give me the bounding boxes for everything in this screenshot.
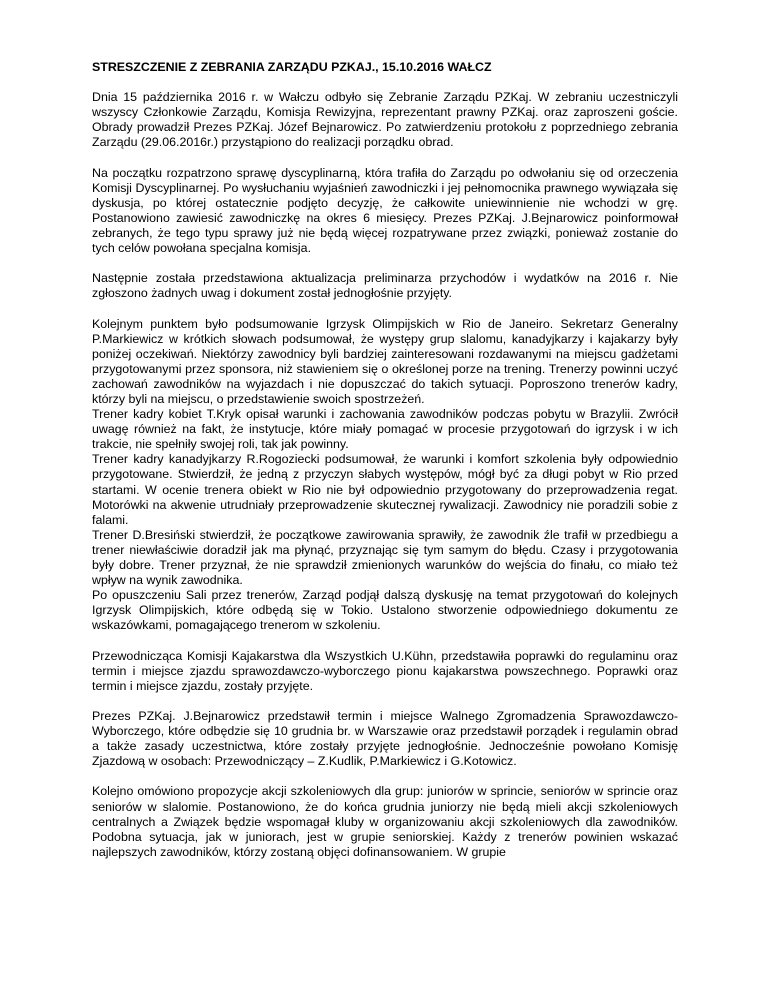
paragraph-kayaking-for-all: [92, 649, 678, 694]
paragraph-disciplinary-case: [92, 166, 678, 257]
paragraph-general-assembly: [92, 709, 678, 769]
paragraph-text: Na początku rozpatrzono sprawę dyscyplinarną, która trafiła do Zarządu po odwołaniu się od orzeczenia Komisji Dyscyplinarnej. Po wysłuchaniu wyjaśnień zawodniczki i jej pełnomocnika prawnego wywiązała się dyskusja, po której ostatecznie podjęto decyzję, że całkowite uniewinnienie nie wchodzi w grę. Postanowiono zawiesić zawodniczkę na okres 6 miesięcy. Prezes PZKaj. J.Bejnarowicz poinformował zebranych, że tego typu sprawy już nie będą więcej rozpatrywane przez związki, ponieważ zostanie do tych celów powołana specjalna komisja.: [92, 165, 678, 256]
paragraph-text: Trener D.Bresiński stwierdził, że początkowe zawirowania sprawiły, że zawodnik źle trafił w przedbiegu a trener niewłaściwie doradził jak ma płynąć, przyznając się tym samym do błędu. Czasy i przygotowania były dobre. Trener przyznał, że nie sprawdził zmienionych warunków do wejścia do finału, co miało też wpływ na wynik zawodnika.: [92, 527, 678, 588]
paragraph-text: Kolejno omówiono propozycje akcji szkoleniowych dla grup: juniorów w sprincie, seniorów w sprincie oraz seniorów w slalomie. Postanowiono, że do końca grudnia juniorzy nie będą mieli akcji szkoleniowych centralnych a Związek będzie wspomagał kluby w organizowaniu akcji szkoleniowych dla zawodników. Podobna sytuacja, jak w juniorach, jest w grupie seniorskiej. Każdy z trenerów powinien wskazać najlepszych zawodników, którzy zostaną objęci dofinansowaniem. W grupie: [92, 784, 678, 859]
paragraph-text: Następnie została przedstawiona aktualizacja preliminarza przychodów i wydatków na 2016 r. Nie zgłoszono żadnych uwag i dokument został jednogłośnie przyjęty.: [92, 271, 678, 301]
paragraph-text: Kolejnym punktem było podsumowanie Igrzysk Olimpijskich w Rio de Janeiro. Sekretarz Generalny P.Markiewicz w krótkich słowach podsumował, że występy grup slalomu, kanadyjkarzy i kajakarzy były poniżej oczekiwań. Niektórzy zawodnicy byli bardziej zainteresowani rozdawanymi na miejscu gadżetami przygotowanymi przez sponsora, niż stawieniem się o określonej porze na trening. Trenerzy powinni uczyć zachowań zawodników na wyjazdach i nie dopuszczać do takich sytuacji. Poproszono trenerów kadry, którzy byli na miejscu, o przedstawienie swoich spostrzeżeń.: [92, 316, 678, 406]
document-title: STRESZCZENIE Z ZEBRANIA ZARZĄDU PZKAJ., 15.10.2016 WAŁCZ: [92, 60, 492, 74]
paragraph-text: Po opuszczeniu Sali przez trenerów, Zarząd podjął dalszą dyskusję na temat przygotowań do kolejnych Igrzysk Olimpijskich, które odbędą się w Tokio. Ustalono stworzenie odpowiedniego dokumentu ze wskazówkami, pomagającego trenerom w szkoleniu.: [92, 588, 678, 633]
paragraph-training-actions: [92, 784, 678, 859]
paragraph-opening: [92, 90, 678, 150]
paragraph-text: Dnia 15 października 2016 r. w Wałczu odbyło się Zebranie Zarządu PZKaj. W zebraniu uczestniczyli wszyscy Członkowie Zarządu, Komisja Rewizyjna, reprezentant prawny PZKaj. oraz zaproszeni goście. Obrady prowadził Prezes PZKaj. Józef Bejnarowicz. Po zatwierdzeniu protokołu z poprzedniego zebrania Zarządu (29.06.2016r.) przystąpiono do realizacji porządku obrad.: [92, 90, 678, 150]
paragraph-text: Prezes PZKaj. J.Bejnarowicz przedstawił termin i miejsce Walnego Zgromadzenia Sprawozdawczo-Wyborczego, które odbędzie się 10 grudnia br. w Warszawie oraz przedstawił porządek i regulamin obrad a także zasady uczestnictwa, które zostały przyjęte jednogłośnie. Jednocześnie powołano Komisję Zjazdową w osobach: Przewodniczący – Z.Kudlik, P.Markiewicz i G.Kotowicz.: [92, 708, 678, 769]
paragraph-text: Trener kadry kanadyjkarzy R.Rogoziecki podsumował, że warunki i komfort szkolenia były odpowiednio przygotowane. Stwierdził, że jedną z przyczyn słabych występów, mógł być za długi pobyt w Rio przed startami. W ocenie trenera obiekt w Rio nie był odpowiednio przygotowany do przeprowadzenia regat. Motorówki na akwenie utrudniały przeprowadzenie skutecznej rywalizacji. Zawodnicy nie poradzili sobie z falami.: [92, 452, 678, 527]
paragraph-text: Przewodnicząca Komisji Kajakarstwa dla Wszystkich U.Kühn, przedstawiła poprawki do regulaminu oraz termin i miejsce zjazdu sprawozdawczo-wyborczego pionu kajakarstwa powszechnego. Poprawki oraz termin i miejsce zjazdu, zostały przyjęte.: [92, 648, 678, 693]
paragraph-olympics-summary: [92, 317, 678, 634]
paragraph-budget-update: [92, 271, 678, 301]
paragraph-text: Trener kadry kobiet T.Kryk opisał warunki i zachowania zawodników podczas pobytu w Brazylii. Zwrócił uwagę również na fakt, że instytucje, które miały pomagać w procesie przygotowań do igrzysk i w ich trakcie, nie spełniły swojej roli, tak jak powinny.: [92, 407, 678, 452]
document-page: [92, 60, 678, 875]
